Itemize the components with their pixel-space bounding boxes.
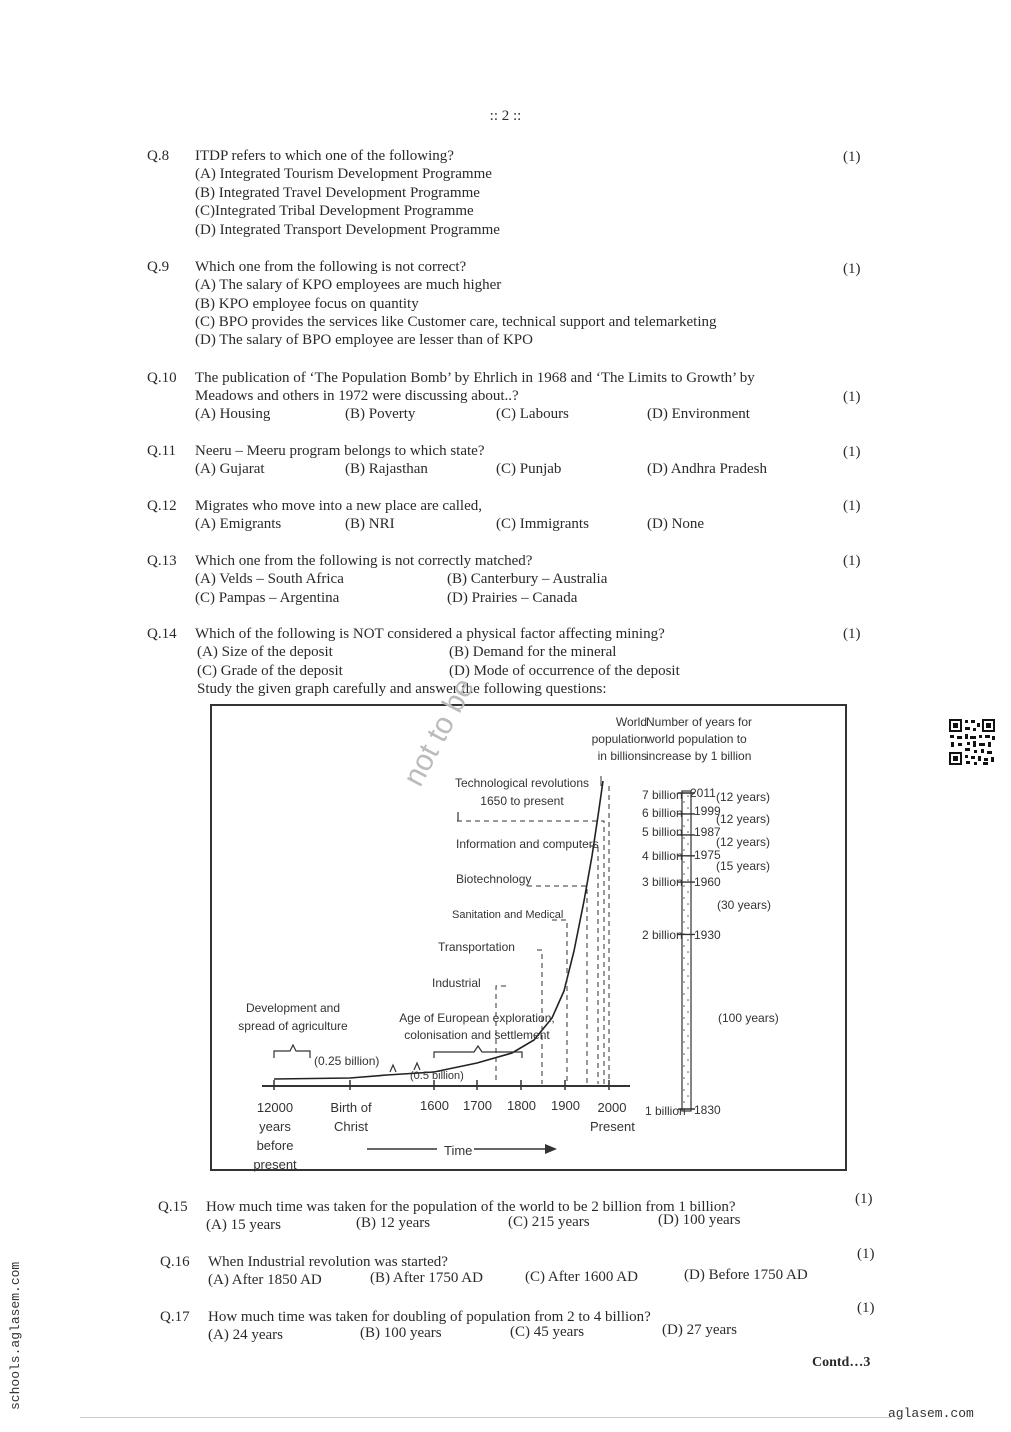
option-d: (D) Prairies – Canada bbox=[447, 590, 578, 606]
bar-stipple-dot bbox=[683, 885, 685, 887]
pop-025-label: (0.25 billion) bbox=[314, 1054, 380, 1068]
bar-stipple-dot bbox=[683, 957, 685, 959]
time-arrowhead bbox=[545, 1144, 557, 1154]
question-text: When Industrial revolution was started? bbox=[208, 1254, 448, 1270]
option-a: (A) Emigrants bbox=[195, 516, 282, 532]
question-text: How much time was taken for the population of the world to be 2 billion from 1 billion? bbox=[206, 1199, 736, 1215]
option-a: (A) Integrated Tourism Development Programme bbox=[195, 166, 492, 182]
bar-stipple-dot bbox=[687, 1035, 689, 1037]
gap-1999: (12 years) bbox=[716, 812, 771, 826]
bar-stipple-dot bbox=[687, 915, 689, 917]
milestone-pop-7: 7 billion bbox=[642, 788, 683, 802]
milestone-year-1987: 1987 bbox=[694, 825, 721, 839]
bar-stipple-dot bbox=[687, 1071, 689, 1073]
axis-break-2 bbox=[414, 1063, 420, 1070]
bar-stipple-dot bbox=[687, 975, 689, 977]
axis-break-1 bbox=[390, 1065, 396, 1072]
bar-stipple-dot bbox=[687, 939, 689, 941]
milestone-year-1830: 1830 bbox=[694, 1103, 721, 1117]
question-text: Which one from the following is not correct? bbox=[195, 259, 467, 275]
bar-stipple-dot bbox=[683, 1053, 685, 1055]
bar-stipple-dot bbox=[683, 873, 685, 875]
option-c: (C) Punjab bbox=[496, 461, 562, 477]
bar-stipple-dot bbox=[687, 843, 689, 845]
graph-instruction: Study the given graph carefully and answer the following questions: bbox=[197, 681, 607, 697]
milestone-pop-1: 1 billion bbox=[645, 1104, 686, 1118]
page-number: :: 2 :: bbox=[489, 108, 522, 124]
pop-05-label: (0.5 billion) bbox=[410, 1070, 464, 1082]
milestone-year-1960: 1960 bbox=[694, 875, 721, 889]
marks: (1) bbox=[843, 553, 861, 569]
milestone-year-1999: 1999 bbox=[694, 804, 721, 818]
milestone-pop-5: 5 billion bbox=[642, 825, 683, 839]
bar-stipple-dot bbox=[687, 963, 689, 965]
option-c: (C)Integrated Tribal Development Programme bbox=[195, 203, 474, 219]
bar-stipple-dot bbox=[683, 897, 685, 899]
option-d: (D) Environment bbox=[647, 406, 750, 422]
bar-stipple-dot bbox=[687, 807, 689, 809]
marks: (1) bbox=[843, 626, 861, 642]
milestone-year-2011: 2011 bbox=[690, 786, 716, 800]
biotechnology-label: Biotechnology bbox=[456, 872, 532, 886]
option-c: (C) Labours bbox=[496, 406, 569, 422]
bar-stipple-dot bbox=[683, 861, 685, 863]
watermark: not to be bbox=[397, 672, 481, 792]
tick-label-1800: 1800 bbox=[507, 1098, 536, 1113]
option-b: (B) Rajasthan bbox=[345, 461, 428, 477]
bar-stipple-dot bbox=[687, 987, 689, 989]
question-text: Migrates who move into a new place are called, bbox=[195, 498, 482, 514]
bar-stipple-dot bbox=[683, 1029, 685, 1031]
question-number: Q.9 bbox=[147, 259, 170, 275]
continued-label: Contd…3 bbox=[812, 1355, 871, 1370]
tick-label-2000: 2000 Present bbox=[590, 1100, 635, 1134]
bar-stipple-dot bbox=[687, 1023, 689, 1025]
marks: (1) bbox=[855, 1191, 873, 1207]
option-d: (D) The salary of BPO employee are lesser than of KPO bbox=[195, 332, 533, 348]
question-text: Which of the following is NOT considered a physical factor affecting mining? bbox=[195, 626, 665, 642]
option-c: (C) Pampas – Argentina bbox=[195, 590, 340, 606]
question-text: Neeru – Meeru program belongs to which state? bbox=[195, 443, 485, 459]
question-number: Q.11 bbox=[147, 443, 177, 459]
bar-stipple-dot bbox=[687, 999, 689, 1001]
question-text: How much time was taken for doubling of population from 2 to 4 billion? bbox=[208, 1309, 651, 1325]
bar-stipple-dot bbox=[687, 1083, 689, 1085]
option-b: (B) Poverty bbox=[345, 406, 416, 422]
milestone-bar bbox=[682, 791, 691, 1111]
question-number: Q.16 bbox=[160, 1254, 190, 1270]
gap-1975: (15 years) bbox=[716, 859, 771, 873]
agriculture-bracket bbox=[274, 1045, 310, 1058]
option-a: (A) 15 years bbox=[206, 1217, 281, 1233]
bar-stipple-dot bbox=[683, 1089, 685, 1091]
option-d: (D) Before 1750 AD bbox=[684, 1267, 808, 1283]
option-d: (D) Andhra Pradesh bbox=[647, 461, 767, 477]
bar-stipple-dot bbox=[687, 867, 689, 869]
footer-divider bbox=[80, 1417, 891, 1418]
bar-stipple-dot bbox=[683, 993, 685, 995]
option-b: (B) KPO employee focus on quantity bbox=[195, 296, 419, 312]
option-d: (D) Integrated Transport Development Programme bbox=[195, 222, 500, 238]
option-a: (A) Velds – South Africa bbox=[195, 571, 344, 587]
european-label: Age of European exploration, colonisation and settlement bbox=[399, 1011, 555, 1042]
gap-1930: (100 years) bbox=[718, 1011, 779, 1025]
marks: (1) bbox=[843, 444, 861, 460]
question-text: ITDP refers to which one of the following? bbox=[195, 148, 454, 164]
option-c: (C) BPO provides the services like Customer care, technical support and telemarketing bbox=[195, 314, 717, 330]
milestone-pop-6: 6 billion bbox=[642, 806, 683, 820]
option-b: (B) Demand for the mineral bbox=[449, 644, 617, 660]
site-name: aglasem.com bbox=[888, 1406, 974, 1421]
bar-stipple-dot bbox=[683, 1077, 685, 1079]
option-a: (A) After 1850 AD bbox=[208, 1272, 322, 1288]
option-c: (C) 45 years bbox=[510, 1324, 585, 1340]
tick-label-1900: 1900 bbox=[551, 1098, 580, 1113]
option-b: (B) 12 years bbox=[356, 1215, 431, 1231]
agriculture-label: Development and spread of agriculture bbox=[238, 1001, 348, 1033]
tech-revolutions-label: Technological revolutions 1650 to present bbox=[454, 776, 590, 808]
option-b: (B) 100 years bbox=[360, 1325, 442, 1341]
milestone-pop-4: 4 billion bbox=[642, 849, 683, 863]
transportation-label: Transportation bbox=[438, 940, 515, 954]
bar-stipple-dot bbox=[687, 831, 689, 833]
question-text-line2: Meadows and others in 1972 were discussing about..? bbox=[195, 388, 519, 404]
marks: (1) bbox=[843, 498, 861, 514]
milestone-year-1930: 1930 bbox=[694, 928, 721, 942]
sanitation-label: Sanitation and Medical bbox=[452, 909, 564, 921]
bar-stipple-dot bbox=[683, 825, 685, 827]
question-number: Q.15 bbox=[158, 1199, 188, 1215]
milestone-pop-3: 3 billion bbox=[642, 875, 683, 889]
gap-1960: (30 years) bbox=[717, 898, 772, 912]
option-d: (D) 27 years bbox=[662, 1322, 737, 1338]
bar-stipple-dot bbox=[683, 969, 685, 971]
option-a: (A) The salary of KPO employees are much higher bbox=[195, 277, 502, 293]
bar-stipple-dot bbox=[687, 795, 689, 797]
question-text: Which one from the following is not correctly matched? bbox=[195, 553, 533, 569]
years-header: Number of years for world population to increase by 1 billion bbox=[646, 715, 753, 763]
marks: (1) bbox=[843, 389, 861, 405]
option-b: (B) Integrated Travel Development Programme bbox=[195, 185, 480, 201]
option-b: (B) NRI bbox=[345, 516, 395, 532]
bar-stipple-dot bbox=[683, 981, 685, 983]
bar-stipple-dot bbox=[683, 1041, 685, 1043]
option-c: (C) Grade of the deposit bbox=[197, 663, 343, 679]
question-number: Q.12 bbox=[147, 498, 177, 514]
bar-stipple-dot bbox=[687, 1095, 689, 1097]
bar-stipple-dot bbox=[683, 1005, 685, 1007]
gap-1987: (12 years) bbox=[716, 835, 771, 849]
option-a: (A) Housing bbox=[195, 406, 271, 422]
bar-stipple-dot bbox=[687, 927, 689, 929]
bar-stipple-dot bbox=[687, 903, 689, 905]
tick-label-christ: Birth of Christ bbox=[330, 1100, 372, 1134]
tick-label-1600: 1600 bbox=[420, 1098, 449, 1113]
question-number: Q.8 bbox=[147, 148, 170, 164]
guide-info bbox=[590, 846, 598, 1084]
bar-stipple-dot bbox=[683, 909, 685, 911]
bar-stipple-dot bbox=[683, 945, 685, 947]
marks: (1) bbox=[857, 1300, 875, 1316]
question-number: Q.17 bbox=[160, 1309, 190, 1325]
milestone-pop-2: 2 billion bbox=[642, 928, 683, 942]
option-a: (A) Size of the deposit bbox=[197, 644, 333, 660]
bar-stipple-dot bbox=[687, 1059, 689, 1061]
option-a: (A) 24 years bbox=[208, 1327, 283, 1343]
bar-stipple-dot bbox=[687, 891, 689, 893]
world-population-header: World population in billions bbox=[591, 715, 647, 763]
marks: (1) bbox=[843, 261, 861, 277]
option-d: (D) 100 years bbox=[658, 1212, 741, 1228]
bar-stipple-dot bbox=[687, 1011, 689, 1013]
tick-label-1700: 1700 bbox=[463, 1098, 492, 1113]
bar-stipple-dot bbox=[687, 1047, 689, 1049]
question-number: Q.10 bbox=[147, 370, 177, 386]
option-c: (C) Immigrants bbox=[496, 516, 589, 532]
option-b: (B) Canterbury – Australia bbox=[447, 571, 608, 587]
bar-stipple-dot bbox=[687, 879, 689, 881]
bar-stipple-dot bbox=[687, 951, 689, 953]
bar-stipple-dot bbox=[683, 837, 685, 839]
option-b: (B) After 1750 AD bbox=[370, 1270, 483, 1286]
bar-stipple-dot bbox=[683, 849, 685, 851]
bar-stipple-dot bbox=[683, 801, 685, 803]
gap-2011: (12 years) bbox=[716, 790, 771, 804]
marks: (1) bbox=[843, 149, 861, 165]
bar-stipple-dot bbox=[683, 1065, 685, 1067]
option-d: (D) Mode of occurrence of the deposit bbox=[449, 663, 680, 679]
x-axis-label: Time bbox=[444, 1143, 473, 1158]
option-c: (C) 215 years bbox=[508, 1214, 590, 1230]
option-d: (D) None bbox=[647, 516, 705, 532]
info-computers-label: Information and computers bbox=[456, 837, 599, 851]
tick-label-12000: 12000 years before present bbox=[253, 1100, 297, 1172]
option-c: (C) After 1600 AD bbox=[525, 1269, 638, 1285]
option-a: (A) Gujarat bbox=[195, 461, 265, 477]
qr-code bbox=[948, 718, 996, 766]
question-number: Q.14 bbox=[147, 626, 177, 642]
bar-stipple-dot bbox=[683, 921, 685, 923]
industrial-label: Industrial bbox=[432, 976, 481, 990]
bar-stipple-dot bbox=[683, 1101, 685, 1103]
question-number: Q.13 bbox=[147, 553, 177, 569]
marks: (1) bbox=[857, 1246, 875, 1262]
side-url: schools.aglasem.com bbox=[8, 1261, 23, 1410]
bar-stipple-dot bbox=[687, 819, 689, 821]
european-bracket bbox=[434, 1046, 522, 1058]
bar-stipple-dot bbox=[683, 1017, 685, 1019]
question-text: The publication of ‘The Population Bomb’ by Ehrlich in 1968 and ‘The Limits to Growth’ by bbox=[195, 370, 755, 386]
milestone-year-1975: 1975 bbox=[694, 848, 721, 862]
